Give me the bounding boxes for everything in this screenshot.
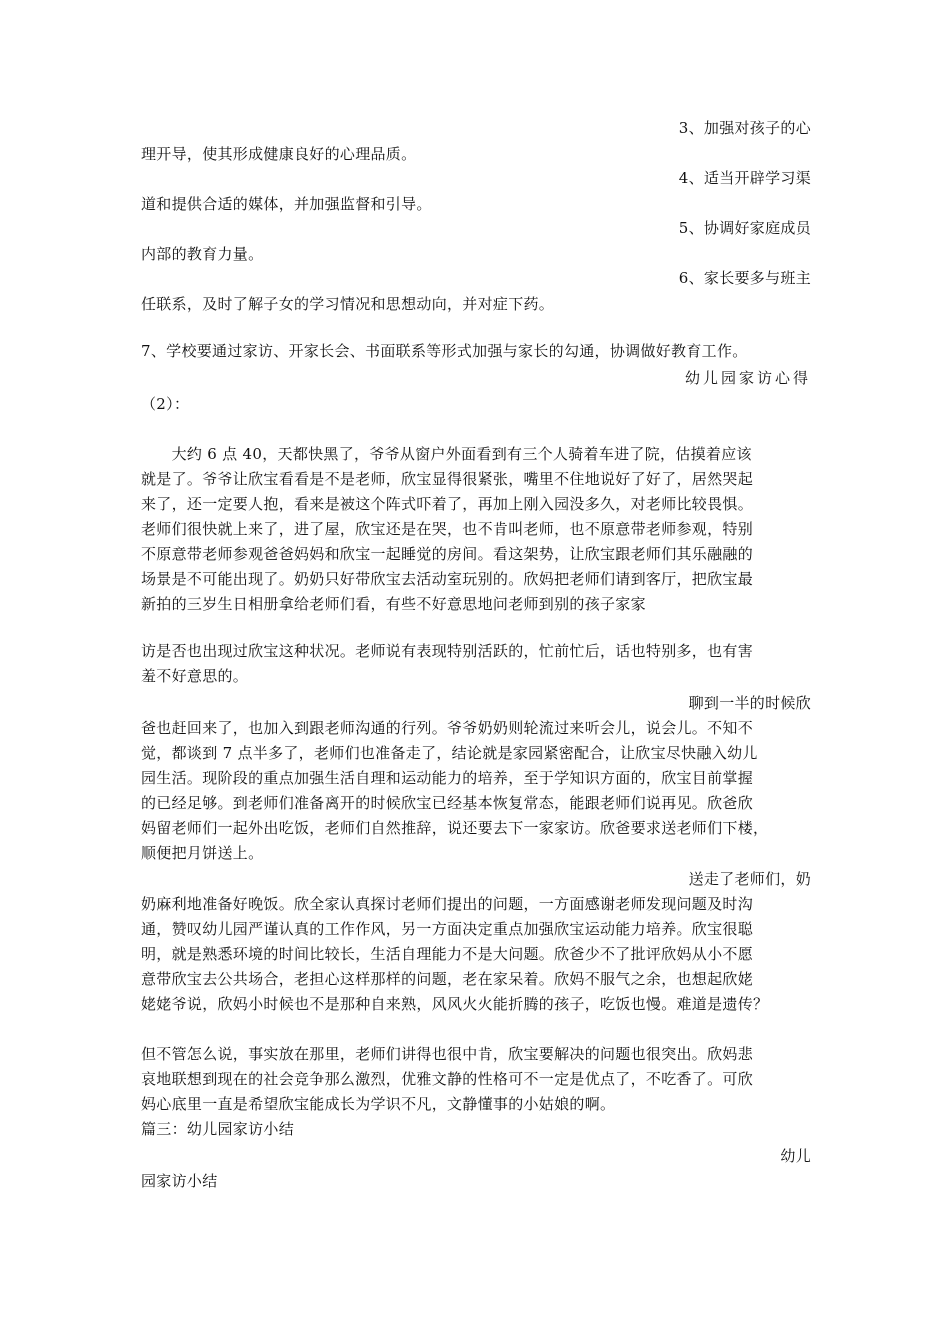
text-line: 妈留老师们一起外出吃饭，老师们自然推辞，说还要去下一家家访。欣爸要求送老师们下楼， bbox=[141, 819, 769, 837]
text-line: 来了，还一定要人抱，看来是被这个阵式吓着了，再加上刚入园没多久，对老师比较畏惧。 bbox=[141, 495, 754, 513]
text-line: 园生活。现阶段的重点加强生活自理和运动能力的培养，至于学知识方面的，欣宝目前掌握 bbox=[141, 769, 754, 787]
text-line: 妈心底里一直是希望欣宝能成长为学识不凡，文静懂事的小姑娘的啊。 bbox=[141, 1095, 616, 1113]
text-line: 意带欣宝去公共场合，老担心这样那样的问题，老在家呆着。欣妈不服气之余，也想起欣姥 bbox=[141, 970, 754, 988]
text-line: 通，赞叹幼儿园严谨认真的工作作风，另一方面决定重点加强欣宝运动能力培养。欣宝很聪 bbox=[141, 920, 754, 938]
text-line: 老师们很快就上来了，进了屋，欣宝还是在哭，也不肯叫老师，也不原意带老师参观，特别 bbox=[141, 520, 754, 538]
text-line: 道和提供合适的媒体，并加强监督和引导。 bbox=[141, 195, 432, 213]
text-line: 顺便把月饼送上。 bbox=[141, 844, 264, 862]
text-line: 聊到一半的时候欣 bbox=[688, 694, 811, 712]
text-line: 姥姥爷说，欣妈小时候也不是那种自来熟，风风火火能折腾的孩子，吃饭也慢。难道是遗传？ bbox=[141, 995, 769, 1013]
text-line: 4、适当开辟学习渠 bbox=[678, 169, 811, 187]
text-line: 奶麻利地准备好晚饭。欣全家认真探讨老师们提出的问题，一方面感谢老师发现问题及时沟 bbox=[141, 895, 754, 913]
text-line: 新拍的三岁生日相册拿给老师们看，有些不好意思地问老师到别的孩子家家 bbox=[141, 595, 646, 613]
text-line: 大约 6 点 40，天都快黑了，爷爷从窗户外面看到有三个人骑着车进了院，估摸着应该 bbox=[141, 445, 752, 463]
text-line: 理开导，使其形成健康良好的心理品质。 bbox=[141, 145, 417, 163]
text-line: 爸也赶回来了，也加入到跟老师沟通的行列。爷爷奶奶则轮流过来听会儿，说会儿。不知不 bbox=[141, 719, 754, 737]
text-line: 觉，都谈到 7 点半多了，老师们也准备走了，结论就是家园紧密配合，让欣宝尽快融入幼儿 bbox=[141, 744, 758, 762]
text-line: 内部的教育力量。 bbox=[141, 245, 264, 263]
section-title: 篇三：幼儿园家访小结 bbox=[141, 1120, 295, 1138]
text-line: 6、家长要多与班主 bbox=[678, 269, 811, 287]
text-line: 明，就是熟悉环境的时间比较长，生活自理能力不是大问题。欣爸少不了批评欣妈从小不愿 bbox=[141, 945, 754, 963]
text-line: 哀地联想到现在的社会竞争那么激烈，优雅文静的性格可不一定是优点了，不吃香了。可欣 bbox=[141, 1070, 754, 1088]
text-line: 场景是不可能出现了。奶奶只好带欣宝去活动室玩别的。欣妈把老师们请到客厅，把欣宝最 bbox=[141, 570, 754, 588]
text-line: （2）： bbox=[141, 395, 190, 413]
text-line: 羞不好意思的。 bbox=[141, 667, 249, 685]
text-line: 不原意带老师参观爸爸妈妈和欣宝一起睡觉的房间。看这架势，让欣宝跟老师们其乐融融的 bbox=[141, 545, 754, 563]
text-line: 但不管怎么说，事实放在那里，老师们讲得也很中肯，欣宝要解决的问题也很突出。欣妈悲 bbox=[141, 1045, 754, 1063]
text-line: 的已经足够。到老师们准备离开的时候欣宝已经基本恢复常态，能跟老师们说再见。欣爸欣 bbox=[141, 794, 754, 812]
text-line: 任联系，及时了解子女的学习情况和思想动向，并对症下药。 bbox=[141, 295, 555, 313]
text-line: 7、学校要通过家访、开家长会、书面联系等形式加强与家长的勾通，协调做好教育工作。 bbox=[141, 342, 748, 360]
text-line: 园家访小结 bbox=[141, 1172, 218, 1190]
text-line: 访是否也出现过欣宝这种状况。老师说有表现特别活跃的，忙前忙后，话也特别多，也有害 bbox=[141, 642, 754, 660]
section-heading: 幼儿园家访心得 bbox=[684, 369, 811, 387]
text-line: 送走了老师们，奶 bbox=[688, 870, 811, 888]
text-line: 3、加强对孩子的心 bbox=[678, 119, 811, 137]
text-line: 5、协调好家庭成员 bbox=[678, 219, 811, 237]
text-line: 就是了。爷爷让欣宝看看是不是老师，欣宝显得很紧张，嘴里不住地说好了好了，居然哭起 bbox=[141, 470, 754, 488]
text-line: 幼儿 bbox=[780, 1147, 811, 1165]
